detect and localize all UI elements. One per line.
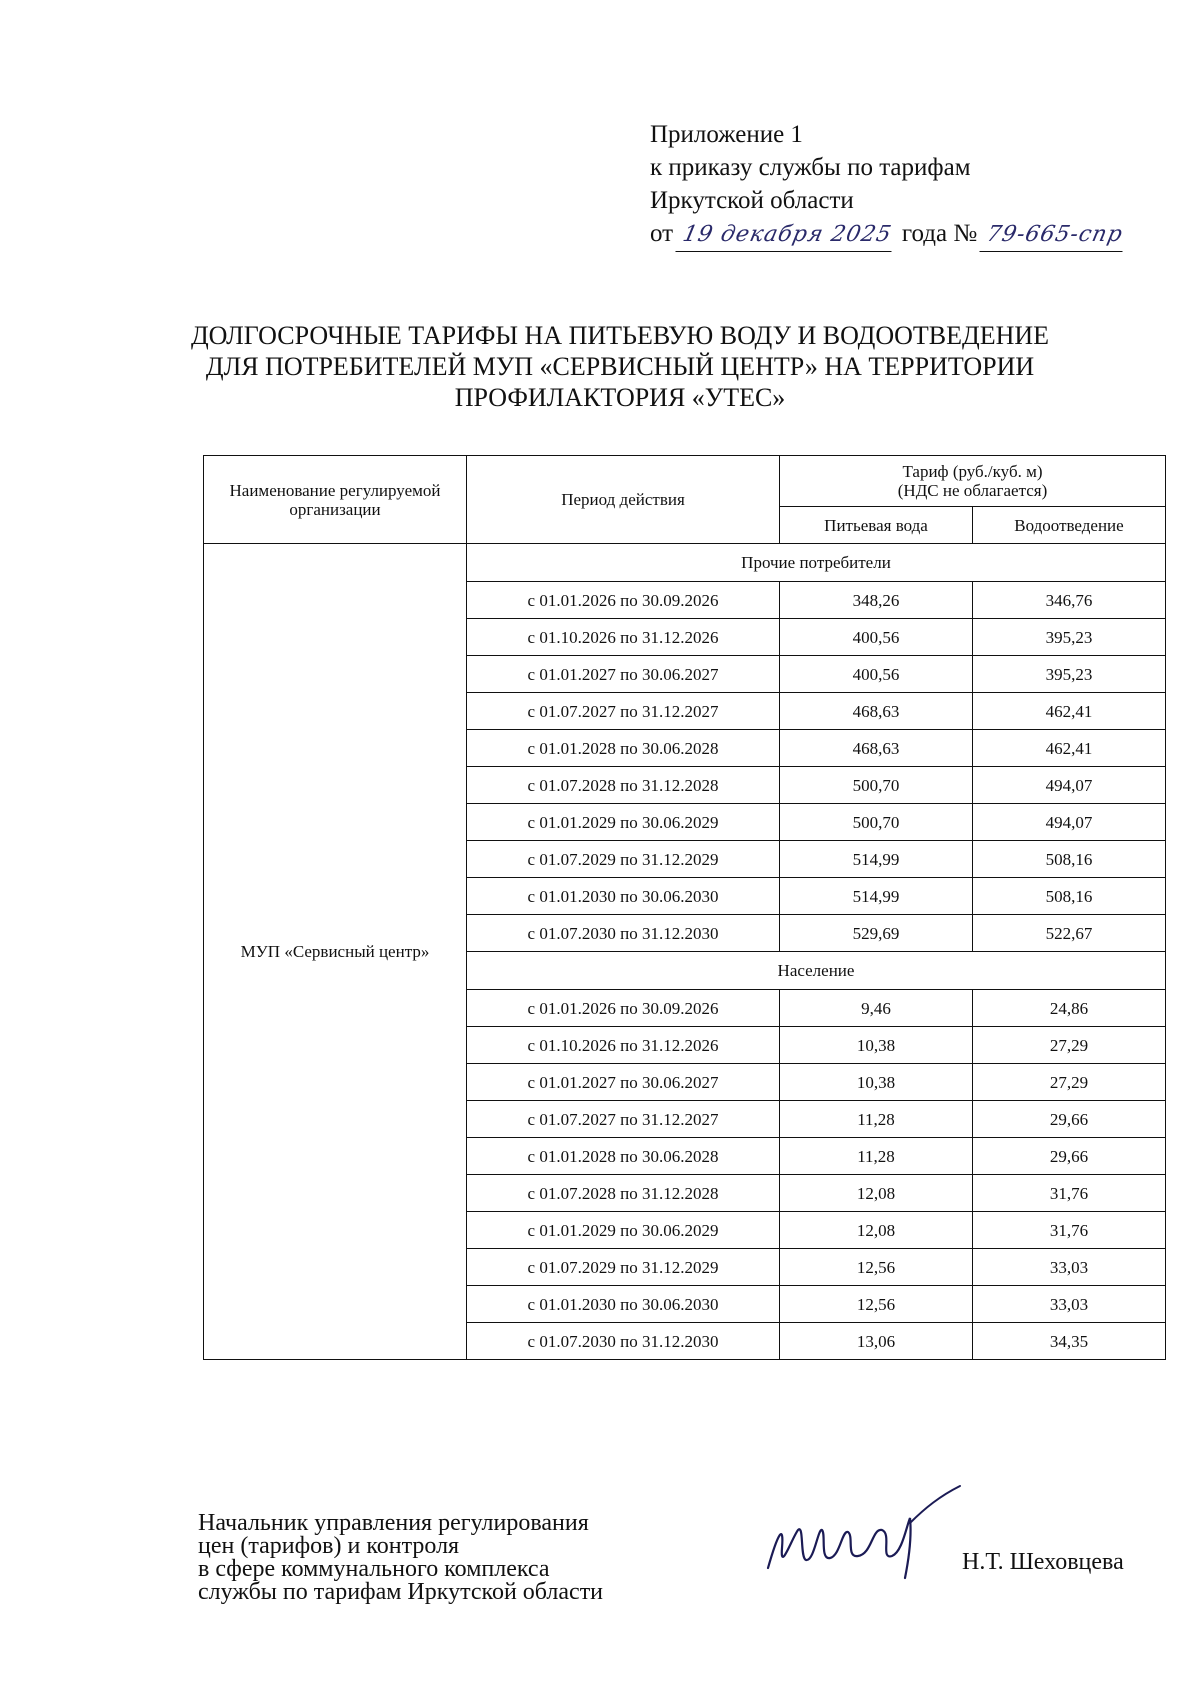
header-tariff-unit: Тариф (руб./куб. м) — [902, 462, 1043, 481]
water-tariff-cell: 9,46 — [780, 990, 973, 1027]
period-cell: с 01.01.2027 по 30.06.2027 — [467, 1064, 780, 1101]
period-cell: с 01.07.2028 по 31.12.2028 — [467, 1175, 780, 1212]
water-tariff-cell: 514,99 — [780, 841, 973, 878]
sewage-tariff-cell: 508,16 — [973, 841, 1166, 878]
period-cell: с 01.10.2026 по 31.12.2026 — [467, 619, 780, 656]
period-cell: с 01.01.2030 по 30.06.2030 — [467, 1286, 780, 1323]
from-label: от — [650, 220, 674, 247]
sewage-tariff-cell: 508,16 — [973, 878, 1166, 915]
water-tariff-cell: 11,28 — [780, 1138, 973, 1175]
approval-header — [650, 118, 1127, 252]
appendix-label: Приложение 1 — [650, 121, 803, 148]
sewage-tariff-cell: 33,03 — [973, 1249, 1166, 1286]
sewage-tariff-cell: 31,76 — [973, 1212, 1166, 1249]
period-cell: с 01.07.2027 по 31.12.2027 — [467, 693, 780, 730]
header-tariff — [780, 456, 1166, 507]
group-row — [204, 544, 1166, 582]
title-line-2: ДЛЯ ПОТРЕБИТЕЛЕЙ МУП «СЕРВИСНЫЙ ЦЕНТР» НА ТЕРРИТОРИИ — [205, 352, 1035, 381]
sewage-tariff-cell: 462,41 — [973, 730, 1166, 767]
document-title — [180, 320, 1060, 413]
water-tariff-cell: 468,63 — [780, 730, 973, 767]
sewage-tariff-cell: 522,67 — [973, 915, 1166, 952]
sewage-tariff-cell: 29,66 — [973, 1138, 1166, 1175]
order-reference: к приказу службы по тарифам — [650, 154, 971, 181]
water-tariff-cell: 12,08 — [780, 1175, 973, 1212]
order-date-line — [650, 217, 1127, 252]
period-cell: с 01.01.2029 по 30.06.2029 — [467, 1212, 780, 1249]
water-tariff-cell: 514,99 — [780, 878, 973, 915]
water-tariff-cell: 10,38 — [780, 1064, 973, 1101]
water-tariff-cell: 13,06 — [780, 1323, 973, 1360]
water-tariff-cell: 468,63 — [780, 693, 973, 730]
period-cell: с 01.01.2027 по 30.06.2027 — [467, 656, 780, 693]
period-cell: с 01.07.2029 по 31.12.2029 — [467, 841, 780, 878]
water-tariff-cell: 500,70 — [780, 804, 973, 841]
table-header — [204, 456, 1166, 544]
consumer-group-label: Население — [467, 952, 1166, 990]
table-body — [204, 544, 1166, 1360]
position-line-1: Начальник управления регулирования — [198, 1510, 589, 1536]
handwritten-signature — [760, 1478, 990, 1588]
water-tariff-cell: 12,56 — [780, 1286, 973, 1323]
signature-block — [198, 1512, 603, 1604]
period-cell: с 01.01.2026 по 30.09.2026 — [467, 582, 780, 619]
region-label: Иркутской области — [650, 187, 854, 214]
header-water: Питьевая вода — [780, 507, 973, 544]
sewage-tariff-cell: 27,29 — [973, 1064, 1166, 1101]
period-cell: с 01.01.2030 по 30.06.2030 — [467, 878, 780, 915]
header-tariff-vat: (НДС не облагается) — [897, 481, 1048, 500]
header-org: Наименование регулируемой организации — [204, 456, 467, 544]
handwritten-date: 19 декабря 2025 — [676, 218, 899, 252]
water-tariff-cell: 10,38 — [780, 1027, 973, 1064]
sewage-tariff-cell: 31,76 — [973, 1175, 1166, 1212]
period-cell: с 01.07.2028 по 31.12.2028 — [467, 767, 780, 804]
header-period: Период действия — [467, 456, 780, 544]
period-cell: с 01.01.2028 по 30.06.2028 — [467, 730, 780, 767]
title-line-3: ПРОФИЛАКТОРИЯ «УТЕС» — [454, 383, 786, 412]
consumer-group-label: Прочие потребители — [467, 544, 1166, 582]
water-tariff-cell: 400,56 — [780, 656, 973, 693]
handwritten-order-number: 79-665-спр — [980, 218, 1131, 252]
organization-cell: МУП «Сервисный центр» — [204, 544, 467, 1360]
period-cell: с 01.01.2028 по 30.06.2028 — [467, 1138, 780, 1175]
water-tariff-cell: 11,28 — [780, 1101, 973, 1138]
period-cell: с 01.07.2029 по 31.12.2029 — [467, 1249, 780, 1286]
position-line-2: цен (тарифов) и контроля — [198, 1533, 460, 1559]
period-cell: с 01.07.2030 по 31.12.2030 — [467, 1323, 780, 1360]
sewage-tariff-cell: 27,29 — [973, 1027, 1166, 1064]
sewage-tariff-cell: 462,41 — [973, 693, 1166, 730]
header-sewage: Водоотведение — [973, 507, 1166, 544]
water-tariff-cell: 529,69 — [780, 915, 973, 952]
sewage-tariff-cell: 33,03 — [973, 1286, 1166, 1323]
sewage-tariff-cell: 24,86 — [973, 990, 1166, 1027]
sewage-tariff-cell: 34,35 — [973, 1323, 1166, 1360]
title-line-1: ДОЛГОСРОЧНЫЕ ТАРИФЫ НА ПИТЬЕВУЮ ВОДУ И ВОДООТВЕДЕНИЕ — [190, 321, 1050, 350]
period-cell: с 01.07.2030 по 31.12.2030 — [467, 915, 780, 952]
tariff-table — [203, 455, 1166, 1360]
signatory-name: Н.Т. Шеховцева — [962, 1549, 1124, 1575]
period-cell: с 01.10.2026 по 31.12.2026 — [467, 1027, 780, 1064]
water-tariff-cell: 400,56 — [780, 619, 973, 656]
period-cell: с 01.07.2027 по 31.12.2027 — [467, 1101, 780, 1138]
water-tariff-cell: 348,26 — [780, 582, 973, 619]
position-line-4: службы по тарифам Иркутской области — [198, 1579, 604, 1605]
period-cell: с 01.01.2029 по 30.06.2029 — [467, 804, 780, 841]
water-tariff-cell: 12,56 — [780, 1249, 973, 1286]
sewage-tariff-cell: 346,76 — [973, 582, 1166, 619]
year-number-label: года № — [901, 220, 978, 247]
water-tariff-cell: 12,08 — [780, 1212, 973, 1249]
position-line-3: в сфере коммунального комплекса — [198, 1556, 550, 1582]
sewage-tariff-cell: 395,23 — [973, 656, 1166, 693]
sewage-tariff-cell: 29,66 — [973, 1101, 1166, 1138]
sewage-tariff-cell: 494,07 — [973, 804, 1166, 841]
sewage-tariff-cell: 494,07 — [973, 767, 1166, 804]
sewage-tariff-cell: 395,23 — [973, 619, 1166, 656]
water-tariff-cell: 500,70 — [780, 767, 973, 804]
period-cell: с 01.01.2026 по 30.09.2026 — [467, 990, 780, 1027]
